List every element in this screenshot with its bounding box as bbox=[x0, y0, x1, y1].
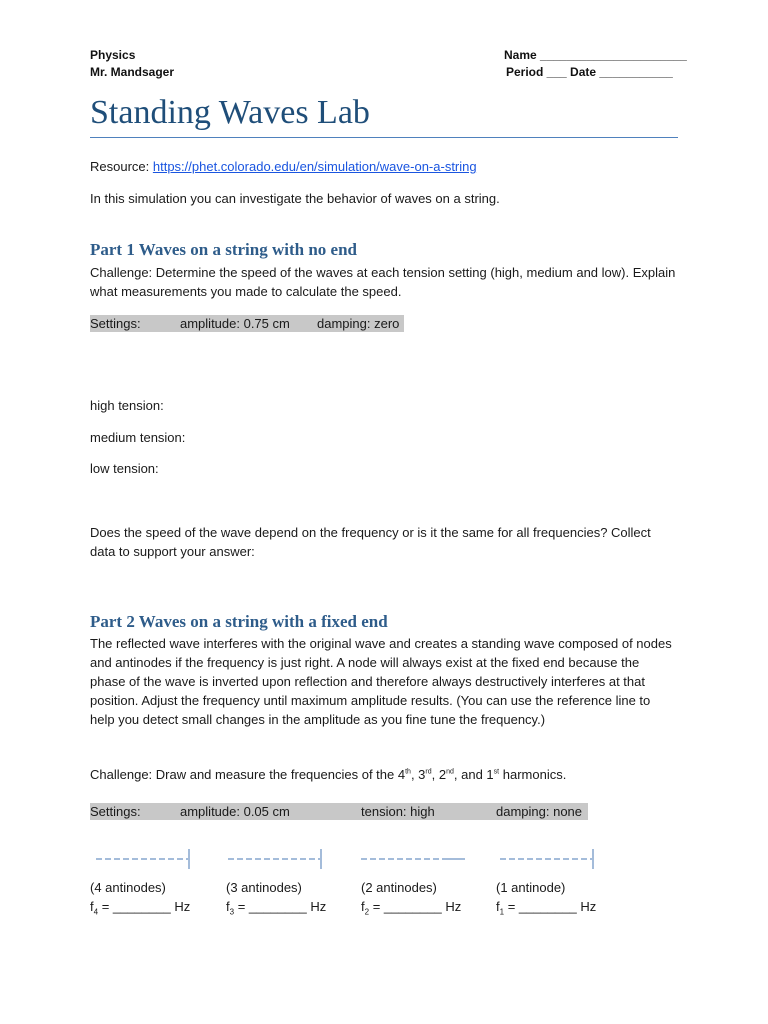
part1-settings-bar bbox=[90, 315, 404, 332]
part1-challenge: Challenge: Determine the speed of the waves at each tension setting (high, medium and low). Explain what measurements you made to calculate the speed. bbox=[90, 265, 676, 299]
frequency-answer-line: = ________ Hz bbox=[504, 899, 597, 914]
part2-challenge bbox=[90, 765, 678, 784]
antinodes-label-2: (2 antinodes) bbox=[361, 880, 437, 895]
frequency-symbol: f bbox=[90, 899, 94, 914]
settings-tension: tension: high bbox=[361, 804, 435, 819]
name-line: Name ______________________ bbox=[504, 48, 687, 62]
teacher-label: Mr. Mandsager bbox=[90, 65, 175, 79]
part2-heading: Part 2 Waves on a string with a fixed end bbox=[90, 612, 388, 631]
frequency-symbol: f bbox=[226, 899, 230, 914]
challenge-text: , 2 bbox=[431, 767, 447, 782]
string-diagram-3 bbox=[228, 848, 326, 870]
string-diagram-1 bbox=[500, 848, 598, 870]
settings-damping: damping: zero bbox=[317, 316, 400, 331]
settings-amplitude: amplitude: 0.05 cm bbox=[180, 804, 290, 819]
title-divider bbox=[90, 137, 678, 138]
challenge-text: , and 1 bbox=[453, 767, 494, 782]
settings-amplitude: amplitude: 0.75 cm bbox=[180, 316, 290, 331]
challenge-text: , 3 bbox=[410, 767, 426, 782]
frequency-blank-1 bbox=[496, 897, 596, 916]
frequency-symbol: f bbox=[496, 899, 500, 914]
settings-damping: damping: none bbox=[496, 804, 583, 819]
settings-label: Settings: bbox=[90, 804, 141, 819]
harmonic-index: 3 bbox=[229, 907, 235, 917]
settings-label: Settings: bbox=[90, 316, 141, 331]
period-date-line: Period ___ Date ___________ bbox=[506, 65, 673, 79]
ordinal-suffix: rd bbox=[425, 768, 432, 776]
antinodes-label-4: (4 antinodes) bbox=[90, 880, 166, 895]
frequency-blank-2 bbox=[361, 897, 461, 916]
frequency-symbol: f bbox=[361, 899, 365, 914]
antinodes-label-3: (3 antinodes) bbox=[226, 880, 302, 895]
challenge-text: harmonics. bbox=[499, 767, 567, 782]
frequency-blank-3 bbox=[226, 897, 326, 916]
antinodes-label-1: (1 antinode) bbox=[496, 880, 566, 895]
high-tension-label: high tension: bbox=[90, 398, 164, 413]
harmonic-index: 1 bbox=[499, 907, 505, 917]
ordinal-suffix: nd bbox=[446, 768, 454, 776]
page-title: Standing Waves Lab bbox=[90, 94, 370, 131]
ordinal-suffix: st bbox=[493, 768, 500, 776]
frequency-answer-line: = ________ Hz bbox=[234, 899, 327, 914]
challenge-text: Challenge: Draw and measure the frequencies of the 4 bbox=[90, 767, 406, 782]
frequency-answer-line: = ________ Hz bbox=[369, 899, 462, 914]
resource-line bbox=[90, 157, 477, 176]
string-diagram-2 bbox=[361, 848, 469, 870]
harmonic-index: 4 bbox=[93, 907, 99, 917]
part1-heading: Part 1 Waves on a string with no end bbox=[90, 240, 357, 259]
course-label: Physics bbox=[90, 48, 136, 62]
intro-text: In this simulation you can investigate the behavior of waves on a string. bbox=[90, 191, 500, 206]
string-diagram-4 bbox=[96, 848, 194, 870]
part1-question: Does the speed of the wave depend on the frequency or is it the same for all frequencies? Collect data to support your answer: bbox=[90, 525, 651, 559]
ordinal-suffix: th bbox=[405, 768, 411, 776]
frequency-answer-line: = ________ Hz bbox=[98, 899, 191, 914]
low-tension-label: low tension: bbox=[90, 461, 159, 476]
part2-body: The reflected wave interferes with the original wave and creates a standing wave composed of nodes and antinodes if the frequency is just right. A node will always exist at the fixed end because the phase of the wave is inverted upon reflection and therefore always destructively interferes at that position. Adjust the frequency until maximum amplitude results. (You can use the reference line to help you detect small changes in the amplitude as you fine tune the frequency.) bbox=[90, 636, 672, 727]
harmonic-index: 2 bbox=[364, 907, 370, 917]
resource-link[interactable]: https://phet.colorado.edu/en/simulation/wave-on-a-string bbox=[152, 159, 477, 174]
part2-settings-bar bbox=[90, 803, 588, 820]
medium-tension-label: medium tension: bbox=[90, 430, 186, 445]
resource-label: Resource: bbox=[90, 159, 153, 174]
frequency-blank-4 bbox=[90, 897, 190, 916]
